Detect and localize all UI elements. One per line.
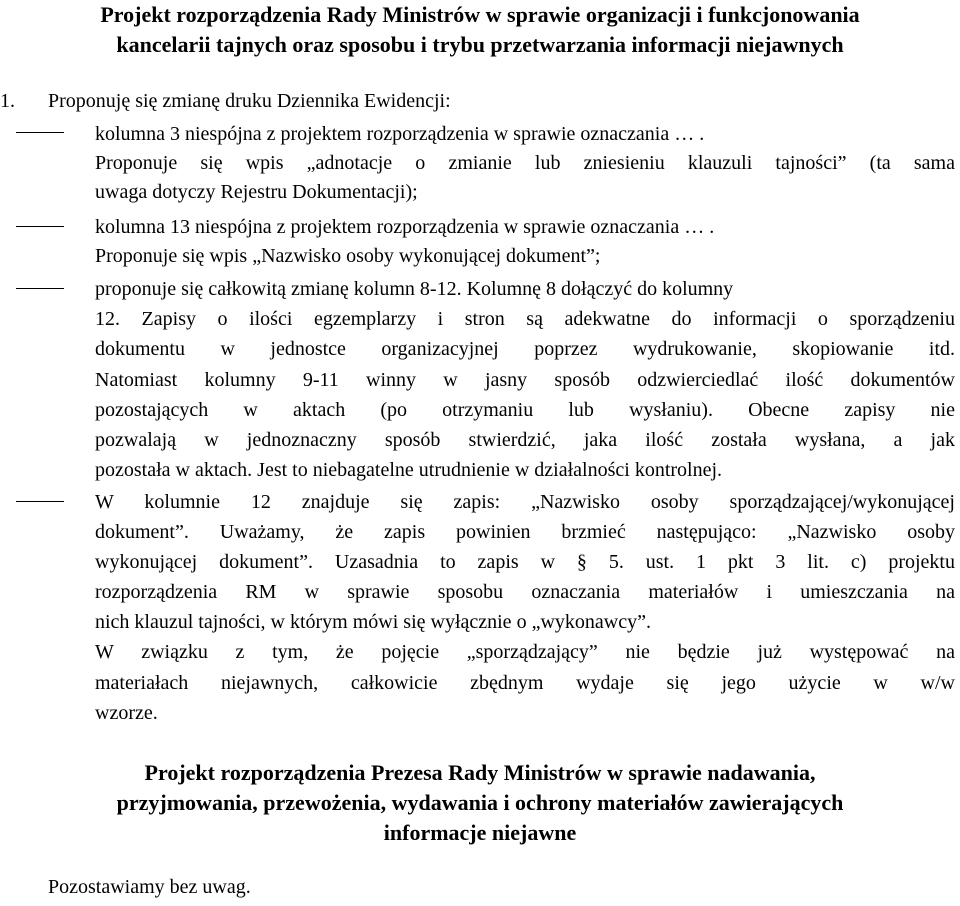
- bullet-line: W związku z tym, że pojęcie „sporządzający” nie będzie już występować na: [95, 641, 955, 663]
- bullet-line: pozwalają w jednoznaczny sposób stwierdzić, jaka ilość została wysłana, a jak: [95, 429, 955, 451]
- bullet-line: wykonującej dokument”. Uzasadnia to zapis w § 5. ust. 1 pkt 3 lit. c) projektu: [95, 551, 955, 573]
- bullet-line: pozostających w aktach (po otrzymaniu lub wysłaniu). Obecne zapisy nie: [95, 399, 955, 421]
- bullet-line: kolumna 3 niespójna z projektem rozporządzenia w sprawie oznaczania … .: [95, 123, 705, 145]
- dash-bullet: [16, 501, 64, 502]
- heading-line: Projekt rozporządzenia Prezesa Rady Ministrów w sprawie nadawania,: [144, 760, 816, 785]
- section-heading-materialy: [0, 758, 960, 848]
- item-text: Proponuję się zmianę druku Dziennika Ewidencji:: [48, 90, 451, 112]
- bullet-line: rozporządzenia RM w sprawie sposobu oznaczania materiałów i umieszczania na: [95, 581, 955, 603]
- bullet-line: dokumentu w jednostce organizacyjnej poprzez wydrukowanie, skopiowanie itd.: [95, 338, 955, 360]
- dash-bullet: [16, 288, 64, 289]
- bullet-line: nich klauzul tajności, w którym mówi się wyłącznie o „wykonawcy”.: [95, 611, 651, 633]
- closing-text: Pozostawiamy bez uwag.: [48, 876, 251, 898]
- section-heading-kancelarie: [0, 0, 960, 60]
- bullet-line: materiałach niejawnych, całkowicie zbędnym wydaje się jego użycie w w/w: [95, 672, 955, 694]
- dash-bullet: [16, 132, 64, 133]
- bullet-line: 12. Zapisy o ilości egzemplarzy i stron są adekwatne do informacji o sporządzeniu: [95, 308, 955, 330]
- bullet-line: uwaga dotyczy Rejestru Dokumentacji);: [95, 181, 418, 203]
- bullet-line: proponuje się całkowitą zmianę kolumn 8-12. Kolumnę 8 dołączyć do kolumny: [95, 278, 734, 300]
- bullet-line: Proponuje się wpis „Nazwisko osoby wykonującej dokument”;: [95, 245, 601, 267]
- bullet-line: pozostała w aktach. Jest to niebagatelne utrudnienie w działalności kontrolnej.: [95, 459, 723, 481]
- bullet-line: W kolumnie 12 znajduje się zapis: „Nazwisko osoby sporządzającej/wykonującej: [95, 491, 955, 513]
- item-number: 1.: [0, 90, 15, 112]
- bullet-line: dokument”. Uważamy, że zapis powinien brzmieć następująco: „Nazwisko osoby: [95, 521, 955, 543]
- bullet-line: Natomiast kolumny 9-11 winny w jasny sposób odzwierciedlać ilość dokumentów: [95, 369, 955, 391]
- bullet-line: Proponuje się wpis „adnotacje o zmianie lub zniesieniu klauzuli tajności” (ta sama: [95, 152, 955, 174]
- bullet-line: wzorze.: [95, 702, 158, 724]
- heading-line: przyjmowania, przewożenia, wydawania i ochrony materiałów zawierających: [116, 790, 844, 815]
- bullet-line: kolumna 13 niespójna z projektem rozporządzenia w sprawie oznaczania … .: [95, 216, 715, 238]
- heading-line: Projekt rozporządzenia Rady Ministrów w sprawie organizacji i funkcjonowania: [100, 2, 860, 27]
- dash-bullet: [16, 226, 64, 227]
- heading-line: kancelarii tajnych oraz sposobu i trybu przetwarzania informacji niejawnych: [116, 32, 844, 57]
- heading-line: informacje niejawne: [383, 820, 577, 845]
